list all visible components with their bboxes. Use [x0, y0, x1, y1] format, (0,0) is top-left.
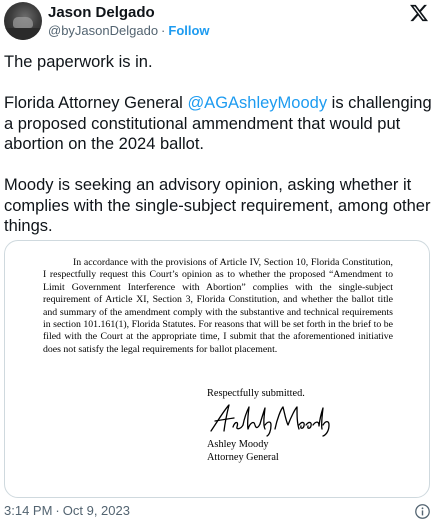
- author-handle[interactable]: @byJasonDelgado: [48, 23, 159, 38]
- tweet-text: [4, 52, 434, 237]
- separator-dot: ·: [161, 23, 166, 38]
- document-closing: Respectfully submitted.: [207, 388, 305, 399]
- signer-title: Attorney General: [207, 452, 279, 463]
- separator-dot: ·: [55, 503, 60, 518]
- signer-block: [207, 438, 279, 464]
- info-icon[interactable]: [414, 503, 431, 520]
- tweet-time: 3:14 PM: [4, 503, 53, 518]
- x-logo-icon[interactable]: [409, 3, 429, 23]
- tweet-timestamp[interactable]: [4, 503, 130, 518]
- attached-image[interactable]: [4, 240, 430, 498]
- tweet-paragraph-3: Moody is seeking an advisory opinion, asking whether it complies with the single-subject requirement, among other things.: [4, 176, 431, 235]
- document-body: In accordance with the provisions of Article IV, Section 10, Florida Constitution, I respectfully request this Court’s opinion as to whether the proposed “Amendment to Limit Government Interference with Abortion” complies with the single-subject requirement of Article XI, Section 3, Florida Constitution, and whether the ballot title and summary of the amendment comply with the substantive and technical requirements in section 101.161(1), Florida Statutes. For reasons that will be set forth in the brief to be filed with the Court at the appropriate time, I submit that the aforementioned initiative does not satisfy the legal requirements for ballot placement.: [43, 257, 393, 355]
- tweet-text-segment: is challenging a proposed constitutional ammendment that would put abortion on the 2024 ballot.: [4, 94, 432, 153]
- author-name[interactable]: Jason Delgado: [48, 4, 155, 21]
- signature-image: [207, 401, 337, 437]
- signer-name: Ashley Moody: [207, 439, 269, 450]
- handle-row: [48, 23, 210, 38]
- tweet-paragraph-1: The paperwork is in.: [4, 53, 153, 71]
- tweet-header: [0, 0, 437, 44]
- mention-link[interactable]: @AGAshleyMoody: [187, 94, 328, 112]
- tweet-text-segment: Florida Attorney General: [4, 94, 188, 112]
- tweet-date: Oct 9, 2023: [62, 503, 130, 518]
- avatar[interactable]: [4, 2, 42, 40]
- follow-button[interactable]: Follow: [168, 23, 210, 38]
- tweet-paragraph-2: [4, 93, 434, 155]
